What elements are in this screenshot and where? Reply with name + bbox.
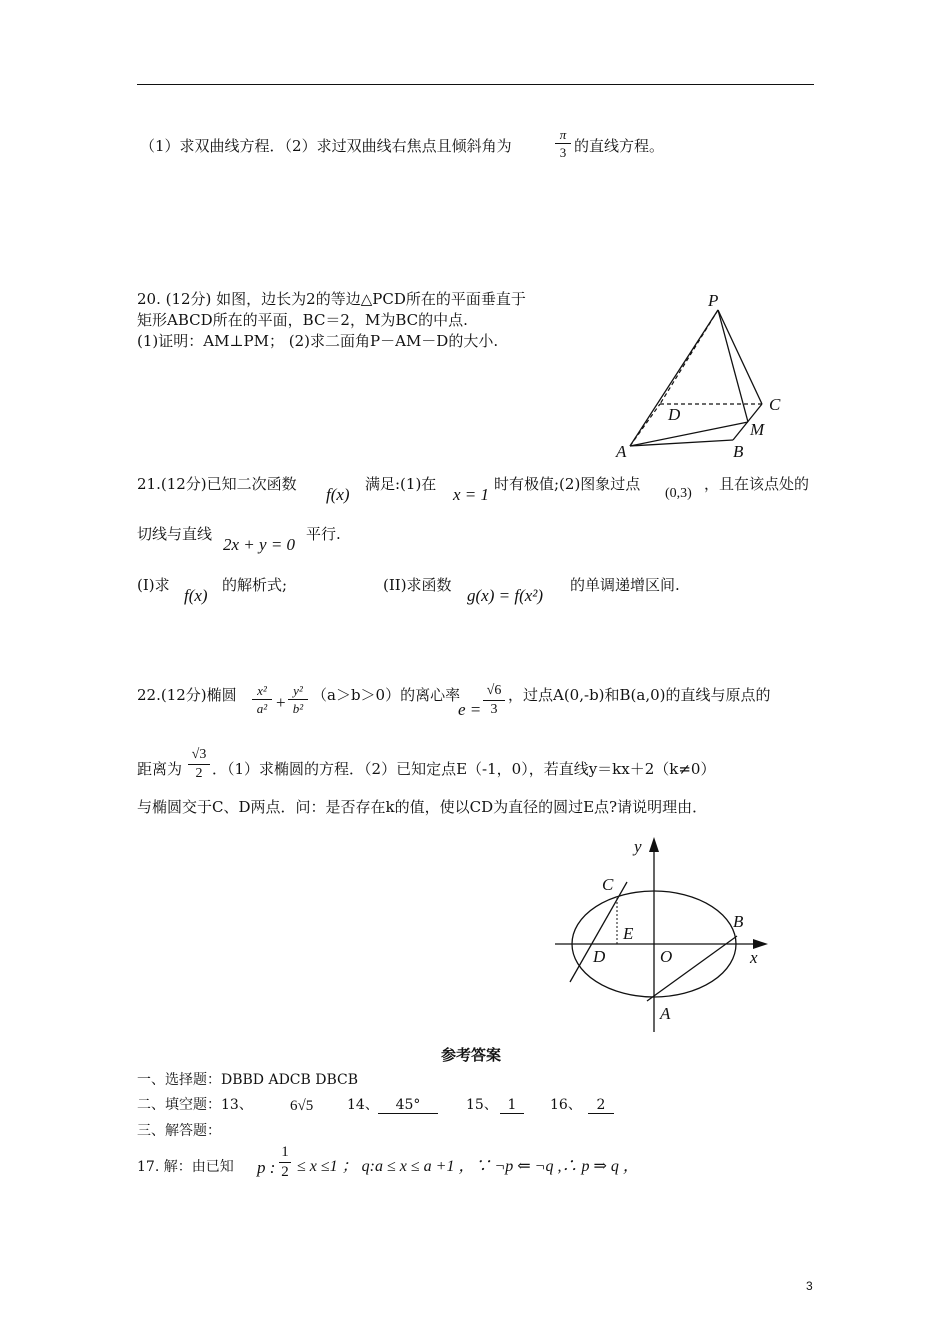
q22-t4: 距离为 xyxy=(137,760,183,778)
q21-part1-b: 的解析式; xyxy=(222,576,288,594)
answers-fill-a: 二、填空题：13、 xyxy=(137,1097,253,1113)
q22-t1: 22.(12分)椭圆 xyxy=(137,686,237,704)
answer-17-b: ≤ x ≤1 ； q:a ≤ x ≤ a +1 ，∵ ¬p ⇐ ¬q ,∴ p ⇒ q ， xyxy=(297,1158,639,1175)
q21-part2-b: 的单调递增区间. xyxy=(570,576,680,594)
answer-17-p: p : xyxy=(257,1158,276,1177)
q22-t2: （a＞b＞0）的离心率 xyxy=(312,686,461,704)
q21-gx: g(x) = f(x²) xyxy=(467,586,544,605)
q22-e: e = xyxy=(458,700,482,719)
answer-16-value: 2 xyxy=(596,1097,606,1113)
q21-part2: (II)求函数 xyxy=(383,576,452,594)
q22-y2: y² xyxy=(293,683,303,698)
q22-sqrt3: √3 xyxy=(191,747,207,762)
q22-t5: ．（1）求椭圆的方程．（2）已知定点E（-1，0），若直线y＝kx＋2（k≠0） xyxy=(212,760,716,778)
q22-sqrt6: √6 xyxy=(486,683,502,698)
label-B: B xyxy=(733,442,744,461)
q22-t3: ，过点A(0,-b)和B(a,0)的直线与原点的 xyxy=(508,686,771,704)
q19-text-b: 的直线方程。 xyxy=(574,137,665,155)
q22-plus: + xyxy=(276,693,286,712)
answer-15-value: 1 xyxy=(507,1097,517,1113)
page-number: 3 xyxy=(806,1279,813,1293)
q21-t6: 平行. xyxy=(306,525,341,543)
answer-15 xyxy=(500,1098,524,1114)
q22-a2: a² xyxy=(256,701,268,716)
q21-t5: 切线与直线 xyxy=(137,525,213,543)
q19-frac-num: π xyxy=(559,127,567,142)
label-C: C xyxy=(769,395,781,414)
label-P: P xyxy=(708,291,719,310)
label-D: D xyxy=(668,405,681,424)
answer-16 xyxy=(588,1098,614,1114)
q21-t2: 满足:(1)在 xyxy=(365,475,437,493)
answers-solve: 三、解答题： xyxy=(137,1123,221,1139)
q22-t6: 与椭圆交于C、D两点．问：是否存在k的值，使以CD为直径的圆过E点?请说明理由． xyxy=(137,798,708,816)
q22-frac-x-bar xyxy=(252,699,272,700)
q21-line-eq: 2x + y = 0 xyxy=(223,535,296,554)
edge-AD-hidden xyxy=(630,404,660,446)
q19-text-a: （1）求双曲线方程．（2）求过双曲线右焦点且倾斜角为 xyxy=(140,137,512,155)
label-A: A xyxy=(660,1004,671,1023)
label-O: O xyxy=(660,947,673,966)
q19-frac-bar xyxy=(555,143,571,144)
label-B: B xyxy=(733,912,744,931)
q22-frac-y xyxy=(288,684,308,715)
answer-17-half-den: 2 xyxy=(281,1164,289,1180)
q20-line3: (1)证明：AM⊥PM； (2)求二面角P－AM－D的大小. xyxy=(137,332,499,350)
q21-x1: x = 1 xyxy=(453,485,490,504)
answer-17-half-num: 1 xyxy=(281,1144,289,1160)
label-C: C xyxy=(602,875,614,894)
q22-frac-d xyxy=(188,748,210,781)
answer-17-half xyxy=(279,1145,291,1180)
pyramid-figure xyxy=(600,290,800,465)
edge-PD-hidden xyxy=(660,310,718,404)
label-M: M xyxy=(750,420,765,439)
answer-17-half-bar xyxy=(279,1162,291,1163)
header-rule xyxy=(137,84,814,85)
line-CD xyxy=(570,882,627,982)
q22-b2: b² xyxy=(292,701,304,716)
label-y: y xyxy=(634,837,642,856)
q22-frac-d-bar xyxy=(188,764,210,765)
q22-frac-e xyxy=(483,684,505,717)
q19-frac-den: 3 xyxy=(559,145,567,160)
answer-17-a: 17. 解：由已知 xyxy=(137,1159,234,1175)
q22-x2: x² xyxy=(257,683,267,698)
answer-14 xyxy=(378,1098,438,1114)
q20-line2: 矩形ABCD所在的平面，BC＝2，M为BC的中点. xyxy=(137,311,468,329)
q22-d-den: 2 xyxy=(195,766,203,781)
ellipse-figure xyxy=(550,832,770,1037)
q21-t3: 时有极值;(2)图象过点 xyxy=(494,475,641,493)
q21-part1: (I)求 xyxy=(137,576,170,594)
answers-fill-c: 15、 xyxy=(466,1097,498,1113)
q19-fraction xyxy=(555,128,571,159)
q22-frac-x xyxy=(252,684,272,715)
q22-e-den: 3 xyxy=(490,702,498,717)
answers-choice: 一、选择题：DBBD ADCB DBCB xyxy=(137,1072,359,1088)
label-x: x xyxy=(750,948,758,967)
answer-13: 6√5 xyxy=(290,1098,314,1114)
q22-frac-e-bar xyxy=(483,700,505,701)
answers-title: 参考答案 xyxy=(441,1046,502,1064)
label-D: D xyxy=(593,947,606,966)
q21-part1-fx: f(x) xyxy=(184,586,208,605)
q21-t4: ，且在该点处的 xyxy=(704,475,810,493)
q21-point: (0,3) xyxy=(665,486,692,501)
label-E: E xyxy=(623,924,634,943)
y-axis-arrow xyxy=(649,837,659,852)
label-A: A xyxy=(616,442,627,461)
answer-14-value: 45° xyxy=(395,1097,421,1113)
q21-fx: f(x) xyxy=(326,485,350,504)
q22-frac-y-bar xyxy=(288,699,308,700)
q21-t1: 21.(12分)已知二次函数 xyxy=(137,475,297,493)
answers-fill-b: 14、 xyxy=(347,1097,379,1113)
q20-line1: 20. (12分) 如图，边长为2的等边△PCD所在的平面垂直于 xyxy=(137,290,526,308)
answers-fill-d: 16、 xyxy=(550,1097,582,1113)
